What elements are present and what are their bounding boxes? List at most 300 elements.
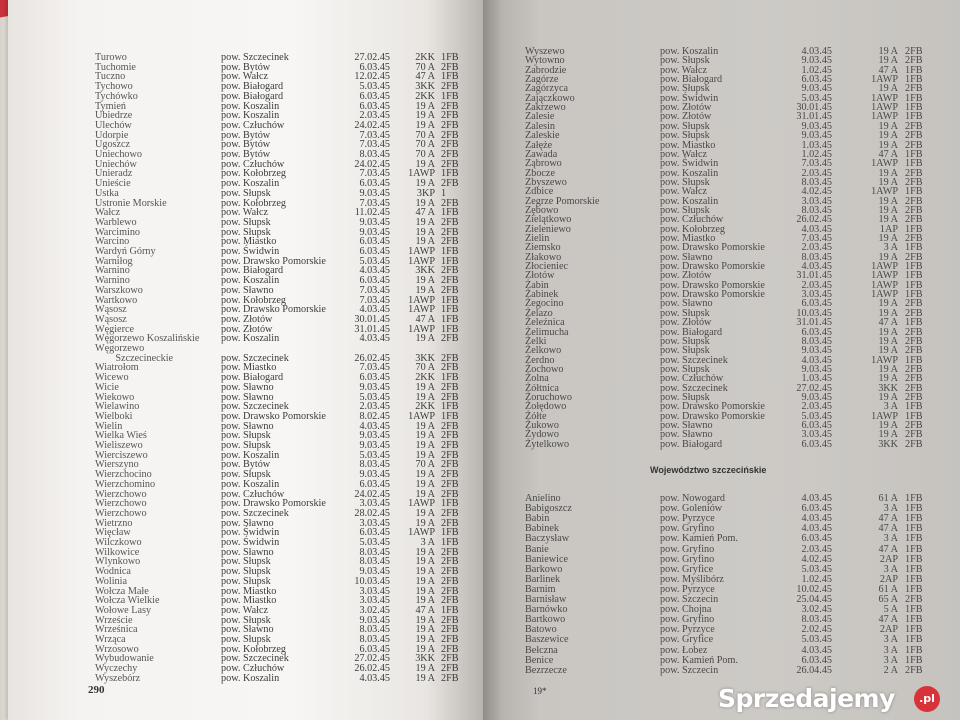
cell-pow: pow. Szczecinek (221, 352, 289, 364)
cell-fb: 2FB (905, 429, 923, 441)
cell-fb: 2FB (441, 381, 459, 393)
cell-date: 9.03.45 (801, 55, 832, 67)
cell-name: Żukowo (525, 420, 559, 431)
cell-fb: 2FB (905, 391, 923, 403)
cell-pow: pow. Sławno (221, 546, 274, 558)
cell-unit: 19 A (415, 478, 435, 490)
cell-unit: 1AWP (871, 74, 898, 86)
cell-date: 6.03.45 (801, 326, 832, 338)
cell-fb: 1FB (905, 513, 923, 525)
cell-pow: pow. Koszalin (221, 110, 280, 122)
cell-unit: 1AWP (408, 498, 435, 510)
cell-pow: pow. Miastko (221, 362, 277, 374)
cell-pow: pow. Drawsko Pomorskie (221, 304, 326, 316)
cell-fb: 1 (441, 187, 447, 199)
cell-name: Zagórzyca (525, 83, 568, 95)
cell-name: Wilczkowo (95, 537, 142, 548)
cell-unit: 2KK (415, 90, 435, 102)
watermark-badge: .pl (914, 686, 940, 712)
cell-pow: pow. Bytów (221, 61, 271, 73)
cell-pow: pow. Słupsk (221, 216, 271, 228)
cell-pow: pow. Pyrzyce (660, 583, 715, 595)
cell-pow: pow. Człuchów (660, 214, 724, 226)
cell-pow: pow. Nowogard (660, 493, 725, 504)
cell-unit: 1AWP (871, 279, 898, 291)
cell-date: 4.03.45 (801, 46, 832, 57)
cell-pow: pow. Białogard (221, 372, 284, 384)
cell-date: 6.03.45 (359, 275, 390, 287)
cell-name: Tychowo (95, 81, 133, 93)
cell-unit: 19 A (415, 333, 435, 345)
cell-fb: 1FB (905, 223, 923, 235)
cell-fb: 2FB (441, 100, 459, 112)
cell-date: 5.03.45 (801, 563, 832, 575)
cell-name: Tuczno (95, 71, 126, 83)
cell-unit: 19 A (415, 672, 435, 684)
cell-unit: 2AP (879, 573, 898, 585)
cell-pow: pow. Sławno (660, 420, 713, 431)
cell-fb: 1FB (905, 317, 923, 329)
cell-pow: pow. Koszalin (221, 100, 280, 112)
cell-name: Więcław (95, 527, 131, 539)
cell-date: 6.03.45 (359, 100, 390, 112)
cell-date: 8.03.45 (359, 634, 390, 645)
cell-name: Wiatrołom (95, 362, 139, 374)
cell-date: 3.03.45 (359, 498, 390, 510)
cell-date: 4.03.45 (359, 265, 390, 277)
cell-unit: 19 A (415, 430, 435, 442)
cell-name: Warcimino (95, 226, 141, 238)
cell-pow: pow. Gryfice (660, 634, 714, 646)
cell-date: 6.03.45 (359, 178, 390, 190)
cell-fb: 2FB (441, 469, 459, 481)
cell-name: Ubiedrze (95, 110, 133, 122)
cell-pow: pow. Szczecinek (660, 354, 728, 366)
cell-date: 8.03.45 (359, 149, 390, 160)
cell-pow: pow. Sławno (660, 251, 713, 263)
cell-name: Benice (525, 654, 554, 666)
cell-date: 8.03.45 (359, 556, 390, 568)
cell-date: 9.03.45 (359, 226, 390, 238)
cell-pow: pow. Słupsk (221, 440, 271, 451)
cell-fb: 1FB (905, 261, 923, 273)
cell-pow: pow. Koszalin (221, 672, 280, 684)
cell-name: Warniłog (95, 255, 133, 267)
cell-date: 9.03.45 (801, 83, 832, 95)
cell-pow: pow. Słupsk (660, 55, 710, 67)
cell-name: Tymień (95, 100, 126, 112)
cell-unit: 3 A (883, 533, 898, 545)
cell-name: Wierzchomino (95, 478, 156, 490)
cell-unit: 19 A (878, 204, 898, 216)
cell-fb: 1FB (441, 52, 459, 63)
cell-pow: pow. Sławno (221, 517, 274, 529)
cell-pow: pow. Złotów (660, 111, 712, 123)
cell-date: 5.03.45 (801, 92, 832, 104)
cell-fb: 2FB (441, 459, 459, 471)
cell-unit: 19 A (415, 226, 435, 238)
cell-pow: pow. Białogard (221, 81, 284, 93)
cell-name: Węgierce (95, 323, 135, 335)
cell-fb: 2FB (441, 158, 459, 170)
cell-pow: pow. Kołobrzeg (221, 197, 286, 209)
cell-date: 2.03.45 (801, 242, 832, 254)
cell-unit: 70 A (415, 459, 435, 471)
cell-date: 8.02.45 (359, 410, 390, 422)
cell-fb: 1FB (441, 527, 459, 539)
cell-fb: 1FB (905, 242, 923, 254)
cell-fb: 1FB (441, 90, 459, 102)
cell-fb: 1FB (905, 634, 923, 646)
cell-unit: 2KK (415, 52, 435, 63)
cell-pow: pow. Sławno (221, 624, 274, 636)
cell-unit: 1AWP (871, 111, 898, 123)
cell-fb: 2FB (441, 440, 459, 451)
cell-name: Wierzchowo (95, 488, 147, 500)
cell-date: 6.03.45 (359, 61, 390, 73)
cell-fb: 2FB (441, 488, 459, 500)
cell-fb: 2FB (441, 275, 459, 287)
cell-pow: pow. Sławno (660, 298, 713, 310)
cell-name: Wyszebórz (95, 672, 141, 684)
cell-fb: 1FB (905, 654, 923, 666)
cell-pow: pow. Bytów (221, 459, 271, 471)
cell-pow: pow. Wałcz (221, 207, 268, 219)
cell-unit: 19 A (415, 663, 435, 675)
cell-fb: 2FB (905, 307, 923, 319)
cell-date: 24.02.45 (354, 119, 390, 131)
cell-fb: 2FB (441, 575, 459, 587)
cell-unit: 1AWP (408, 255, 435, 267)
cell-pow: pow. Szczecinek (221, 52, 289, 63)
cell-unit: 1AWP (871, 289, 898, 301)
cell-unit: 19 A (878, 307, 898, 319)
cell-name: Wierzchocino (95, 469, 152, 481)
cell-unit: 3 A (883, 503, 898, 515)
cell-unit: 19 A (878, 167, 898, 179)
cell-fb: 1FB (905, 493, 923, 504)
cell-unit: 47 A (878, 148, 898, 160)
cell-date: 6.03.45 (359, 643, 390, 655)
cell-name: Żerdno (525, 354, 555, 366)
cell-unit: 47 A (415, 207, 435, 219)
cell-pow: pow. Gryfino (660, 553, 715, 565)
cell-date: 4.03.45 (801, 493, 832, 504)
cell-unit: 70 A (415, 61, 435, 73)
cell-unit: 19 A (415, 275, 435, 287)
cell-name: Ugoszcz (95, 139, 131, 151)
cell-date: 6.03.45 (801, 503, 832, 515)
cell-date: 9.03.45 (801, 391, 832, 403)
cell-name: Udorpie (95, 129, 129, 141)
cell-date: 9.03.45 (801, 363, 832, 375)
cell-unit: 47 A (415, 313, 435, 325)
cell-pow: pow. Wałcz (660, 148, 707, 160)
cell-pow: pow. Wałcz (660, 64, 707, 76)
cell-name: Wyszewo (525, 46, 565, 57)
cell-name: Ziemsko (525, 242, 561, 254)
cell-pow: pow. Złotów (221, 313, 273, 325)
cell-pow: pow. Koszalin (660, 167, 719, 179)
cell-unit: 19 A (415, 624, 435, 636)
cell-unit: 19 A (878, 46, 898, 57)
cell-date: 24.02.45 (354, 488, 390, 500)
cell-date: 3.02.45 (801, 604, 832, 616)
cell-unit: 19 A (878, 391, 898, 403)
cell-date: 4.03.45 (359, 672, 390, 684)
cell-date: 4.03.45 (359, 304, 390, 316)
cell-unit: 1AWP (408, 527, 435, 539)
cell-name: Wierzchowo (95, 498, 147, 510)
cell-date: 6.03.45 (801, 654, 832, 666)
cell-date: 3.03.45 (801, 195, 832, 207)
cell-pow: pow. Złotów (660, 317, 712, 329)
cell-pow: pow. Pyrzyce (660, 624, 715, 636)
cell-pow: pow. Szczecin (660, 594, 719, 605)
cell-unit: 1AWP (408, 246, 435, 257)
cell-fb: 2FB (905, 594, 923, 605)
cell-pow: pow. Koszalin (221, 449, 280, 461)
cell-date: 8.03.45 (801, 335, 832, 347)
cell-fb: 1FB (441, 401, 459, 413)
cell-fb: 2FB (441, 478, 459, 490)
cell-date: 4.03.45 (801, 644, 832, 656)
cell-unit: 3 A (420, 537, 435, 548)
cell-date: 7.03.45 (359, 139, 390, 151)
cell-fb: 1FB (441, 207, 459, 219)
cell-fb: 1FB (905, 111, 923, 123)
cell-pow: pow. Kamień Pom. (660, 533, 739, 545)
cell-name: Wielin (95, 420, 123, 432)
cell-name: Żoruchowo (525, 391, 572, 403)
cell-unit: 3KK (878, 382, 898, 394)
cell-fb: 2FB (905, 298, 923, 310)
cell-fb: 1FB (441, 168, 459, 180)
cell-fb: 1FB (441, 323, 459, 335)
cell-name: Warblewo (95, 216, 137, 228)
cell-unit: 19 A (415, 119, 435, 131)
cell-date: 3.03.45 (801, 289, 832, 301)
cell-pow: pow. Myślibórz (660, 573, 724, 585)
cell-date: 3.02.45 (359, 604, 390, 616)
cell-pow: pow. Koszalin (221, 333, 280, 345)
cell-pow: pow. Słupsk (660, 176, 710, 188)
cell-name: Baniewice (525, 553, 568, 565)
cell-fb: 2FB (441, 391, 459, 403)
cell-pow: pow. Kołobrzeg (660, 223, 725, 235)
cell-unit: 47 A (878, 614, 898, 626)
section-heading: Województwo szczecińskie (650, 465, 767, 475)
cell-fb: 2FB (905, 120, 923, 132)
cell-name: Barnim (525, 583, 556, 595)
cell-name: Uniechów (95, 158, 137, 170)
cell-date: 9.03.45 (359, 440, 390, 451)
cell-unit: 19 A (415, 595, 435, 607)
page-number-right: 19* (533, 686, 547, 696)
cell-fb: 1FB (905, 401, 923, 413)
cell-name: Uniechowo (95, 149, 142, 160)
cell-date: 9.03.45 (359, 469, 390, 481)
cell-date: 31.01.45 (354, 323, 390, 335)
cell-fb: 2FB (905, 251, 923, 263)
cell-fb: 1FB (905, 186, 923, 198)
cell-fb: 2FB (441, 449, 459, 461)
cell-name: Wałcz (95, 207, 121, 219)
cell-fb: 2FB (441, 420, 459, 432)
cell-name: Zębowo (525, 204, 559, 216)
cell-name: Warcino (95, 236, 130, 248)
cell-fb: 1FB (441, 71, 459, 83)
cell-date: 12.02.45 (354, 71, 390, 83)
cell-date: 10.03.45 (796, 307, 832, 319)
cell-unit: 3KK (415, 352, 435, 364)
cell-pow: pow. Białogard (221, 265, 284, 277)
cell-name: Wietrzno (95, 517, 133, 529)
cell-fb: 2FB (441, 110, 459, 122)
cell-unit: 1AWP (871, 92, 898, 104)
cell-name: Barkowo (525, 563, 563, 575)
cell-name: Żelimucha (525, 326, 569, 338)
cell-date: 6.03.45 (801, 74, 832, 86)
cell-pow: pow. Koszalin (660, 195, 719, 207)
cell-name: Babigoszcz (525, 503, 572, 515)
cell-name: Warszkowo (95, 284, 143, 296)
cell-unit: 19 A (878, 214, 898, 226)
cell-name: Unieście (95, 178, 131, 190)
cell-unit: 19 A (878, 363, 898, 375)
cell-pow: pow. Sławno (221, 391, 274, 403)
cell-unit: 19 A (878, 83, 898, 95)
cell-unit: 19 A (415, 507, 435, 519)
cell-unit: 19 A (415, 614, 435, 626)
cell-name: Wąsosz (95, 313, 127, 325)
cell-name: Zielątkowo (525, 214, 572, 226)
cell-date: 3.03.45 (359, 517, 390, 529)
cell-unit: 19 A (415, 110, 435, 122)
cell-name: Węgorzewo Koszalińskie (95, 333, 200, 345)
cell-date: 8.03.45 (359, 546, 390, 558)
cell-date: 7.03.45 (359, 129, 390, 141)
cell-fb: 1FB (905, 64, 923, 76)
cell-fb: 2FB (441, 634, 459, 645)
cell-unit: 19 A (415, 517, 435, 529)
cell-unit: 19 A (415, 469, 435, 481)
cell-unit: 1AWP (871, 186, 898, 198)
cell-date: 11.02.45 (354, 207, 390, 219)
cell-date: 6.03.45 (359, 478, 390, 490)
cell-fb: 1FB (905, 92, 923, 104)
cell-pow: pow. Sławno (221, 284, 274, 296)
cell-pow: pow. Słupsk (660, 335, 710, 347)
cell-name: Wielka Wieś (95, 430, 147, 442)
cell-fb: 1FB (905, 148, 923, 160)
cell-fb: 2FB (905, 139, 923, 151)
cell-name: Barnówko (525, 604, 568, 616)
cell-fb: 2FB (441, 236, 459, 248)
cell-unit: 1AWP (871, 158, 898, 170)
cell-unit: 3 A (883, 401, 898, 413)
cell-fb: 1FB (905, 543, 923, 555)
cell-fb: 2FB (441, 672, 459, 684)
cell-unit: 3KK (415, 653, 435, 665)
cell-fb: 1FB (905, 604, 923, 616)
cell-date: 4.03.45 (801, 354, 832, 366)
cell-name: Ustka (95, 187, 119, 199)
cell-fb: 2FB (441, 284, 459, 296)
cell-name: Wyczechy (95, 663, 138, 675)
cell-date: 27.02.45 (796, 382, 832, 394)
cell-fb: 1FB (905, 279, 923, 291)
cell-date: 5.03.45 (359, 255, 390, 267)
cell-date: 1.02.45 (801, 148, 832, 160)
cell-pow: pow. Drawsko Pomorskie (660, 410, 765, 422)
cell-name: Szczecineckie (95, 352, 174, 364)
cell-fb: 2FB (441, 129, 459, 141)
cell-unit: 47 A (878, 317, 898, 329)
cell-pow: pow. Drawsko Pomorskie (221, 498, 326, 510)
cell-name: Zbyszewo (525, 176, 567, 188)
cell-name: Żochowo (525, 363, 564, 375)
cell-unit: 19 A (415, 391, 435, 403)
cell-name: Ustronie Morskie (95, 197, 167, 209)
cell-pow: pow. Słupsk (221, 566, 271, 578)
cell-date: 2.03.45 (801, 401, 832, 413)
cell-fb: 2FB (905, 373, 923, 385)
cell-date: 2.03.45 (801, 543, 832, 555)
cell-date: 6.03.45 (801, 298, 832, 310)
cell-unit: 19 A (415, 556, 435, 568)
cell-fb: 1FB (905, 74, 923, 86)
cell-fb: 2FB (441, 546, 459, 558)
cell-fb: 2FB (905, 335, 923, 347)
cell-pow: pow. Wałcz (221, 71, 268, 83)
cell-pow: pow. Drawsko Pomorskie (221, 255, 326, 267)
cell-fb: 2FB (441, 216, 459, 228)
cell-date: 9.03.45 (359, 566, 390, 578)
cell-unit: 19 A (878, 345, 898, 357)
cell-pow: pow. Miastko (660, 139, 716, 151)
cell-unit: 70 A (415, 139, 435, 151)
cell-unit: 3 A (883, 242, 898, 254)
cell-fb: 2FB (441, 624, 459, 636)
cell-unit: 19 A (878, 176, 898, 188)
cell-pow: pow. Złotów (660, 270, 712, 282)
cell-name: Żydowo (525, 429, 559, 441)
cell-name: Zakrzewo (525, 102, 566, 114)
cell-pow: pow. Słupsk (221, 430, 271, 442)
cell-unit: 47 A (415, 71, 435, 83)
cell-name: Batowo (525, 624, 557, 636)
cell-date: 3.03.45 (359, 585, 390, 597)
cell-pow: pow. Słupsk (221, 187, 271, 199)
cell-name: Wlynkowo (95, 556, 141, 568)
cell-pow: pow. Białogard (660, 74, 723, 86)
cell-fb: 1FB (441, 537, 459, 548)
cell-unit: 3KK (415, 265, 435, 277)
cell-pow: pow. Drawsko Pomorskie (660, 289, 765, 301)
cell-date: 30.01.45 (354, 313, 390, 325)
cell-name: Babinek (525, 523, 559, 535)
cell-fb: 1FB (905, 158, 923, 170)
cell-unit: 19 A (878, 420, 898, 431)
cell-date: 4.03.45 (801, 513, 832, 525)
cell-unit: 3 A (883, 634, 898, 646)
cell-date: 4.03.45 (359, 420, 390, 432)
cell-pow: pow. Koszalin (221, 178, 280, 190)
cell-pow: pow. Bytów (221, 149, 271, 160)
cell-unit: 2 A (883, 664, 898, 676)
cell-date: 25.04.45 (796, 594, 832, 605)
